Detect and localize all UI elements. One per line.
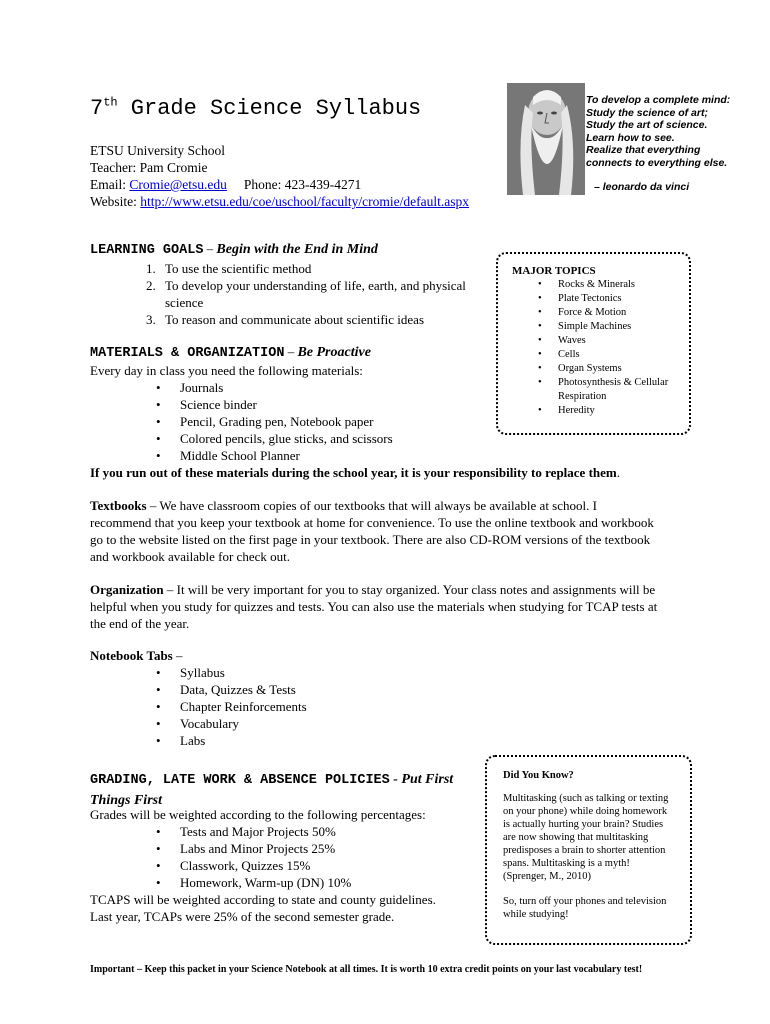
list-item: • Homework, Warm-up (DN) 10%	[180, 874, 351, 891]
list-item: • Syllabus	[180, 664, 307, 681]
learning-goals-heading: LEARNING GOALS – Begin with the End in Mind	[90, 241, 378, 258]
list-item: • Plate Tectonics	[558, 292, 683, 306]
quote-author: – leonardo da vinci	[594, 181, 690, 193]
email-line: Email: Cromie@etsu.edu Phone: 423-439-4271	[90, 177, 362, 192]
davinci-quote: To develop a complete mind: Study the science of art; Study the art of science. Learn how to see. Realize that everything connects to everything else. – leonardo da vinci	[586, 94, 736, 194]
website-line: Website: http://www.etsu.edu/coe/uschool/faculty/cromie/default.aspx	[90, 194, 469, 209]
list-item: • Organ Systems	[558, 362, 683, 376]
grading-list	[90, 823, 351, 891]
list-item: • Tests and Major Projects 50%	[180, 823, 351, 840]
major-topics-box	[496, 252, 691, 435]
footer-note: Important – Keep this packet in your Science Notebook at all times. It is worth 10 extra credit points on your last vocabulary test!	[90, 964, 643, 975]
textbooks-paragraph: Textbooks – We have classroom copies of our textbooks that will always be available at school. I recommend that you keep your textbook at home for convenience. To use the online textbook and workbook go to the website listed on the first page in your textbook. There are also CD-ROM versions of the textbook and workbook available for check out.	[90, 498, 654, 564]
list-item: 3. To reason and communicate about scientific ideas	[159, 311, 589, 328]
list-item: • Rocks & Minerals	[558, 278, 683, 292]
list-item: • Labs and Minor Projects 25%	[180, 840, 351, 857]
grading-intro: Grades will be weighted according to the following percentages:	[90, 807, 426, 822]
did-you-know-text: Multitasking (such as talking or texting on your phone) while doing homework is actually hurting your brain? Studies are now showing that multitasking predisposes a brain to shorter attention spans. Multitasking is a myth! (Sprenger, M., 2010)	[503, 793, 669, 882]
did-you-know-advice: So, turn off your phones and television while studying!	[503, 896, 667, 920]
list-item: • Data, Quizzes & Tests	[180, 681, 307, 698]
list-item: • Force & Motion	[558, 306, 683, 320]
list-item: • Middle School Planner	[180, 447, 393, 464]
grading-heading: GRADING, LATE WORK & ABSENCE POLICIES - Put First Things First	[90, 772, 454, 808]
list-item: • Colored pencils, glue sticks, and scissors	[180, 430, 393, 447]
school-name: ETSU University School	[90, 143, 225, 158]
list-item: • Science binder	[180, 396, 393, 413]
list-item: • Classwork, Quizzes 15%	[180, 857, 351, 874]
list-item: • Photosynthesis & Cellular Respiration	[558, 376, 683, 404]
materials-warning: If you run out of these materials during the school year, it is your responsibility to replace them.	[90, 465, 620, 480]
leonardo-portrait-image	[507, 83, 585, 195]
list-item: • Pencil, Grading pen, Notebook paper	[180, 413, 393, 430]
materials-intro: Every day in class you need the following materials:	[90, 363, 363, 378]
teacher-name: Teacher: Pam Cromie	[90, 160, 208, 175]
website-link[interactable]: http://www.etsu.edu/coe/uschool/faculty/cromie/default.aspx	[140, 194, 469, 209]
organization-paragraph: Organization – It will be very important for you to stay organized. Your class notes and assignments will be helpful when you study for quizzes and tests. You can also use the materials when studying for TCAP tests at the end of the year.	[90, 582, 658, 631]
did-you-know-title: Did You Know?	[503, 770, 574, 781]
major-topics-list	[498, 278, 689, 418]
list-item: • Labs	[180, 732, 307, 749]
phone: Phone: 423-439-4271	[243, 177, 362, 192]
email-link[interactable]: Cromie@etsu.edu	[129, 177, 227, 192]
notebook-tabs-heading: Notebook Tabs –	[90, 648, 183, 663]
page-title: 7th Grade Science Syllabus	[90, 95, 422, 121]
list-item: • Simple Machines	[558, 320, 683, 334]
tcaps-last-year: Last year, TCAPs were 25% of the second semester grade.	[90, 909, 395, 924]
list-item: • Heredity	[558, 404, 683, 418]
list-item: 2. To develop your understanding of life, earth, and physical science	[159, 277, 505, 311]
list-item: • Journals	[180, 379, 393, 396]
materials-heading: MATERIALS & ORGANIZATION – Be Proactive	[90, 344, 371, 361]
materials-list	[90, 379, 393, 464]
list-item: • Vocabulary	[180, 715, 307, 732]
contact-info	[90, 142, 469, 210]
major-topics-title: MAJOR TOPICS	[512, 265, 596, 277]
did-you-know-box	[485, 755, 692, 945]
tcaps-guidelines: TCAPS will be weighted according to state and county guidelines.	[90, 892, 436, 907]
notebook-tabs-list	[90, 664, 307, 749]
list-item: • Cells	[558, 348, 683, 362]
list-item: 1. To use the scientific method	[159, 260, 589, 277]
list-item: • Chapter Reinforcements	[180, 698, 307, 715]
list-item: • Waves	[558, 334, 683, 348]
